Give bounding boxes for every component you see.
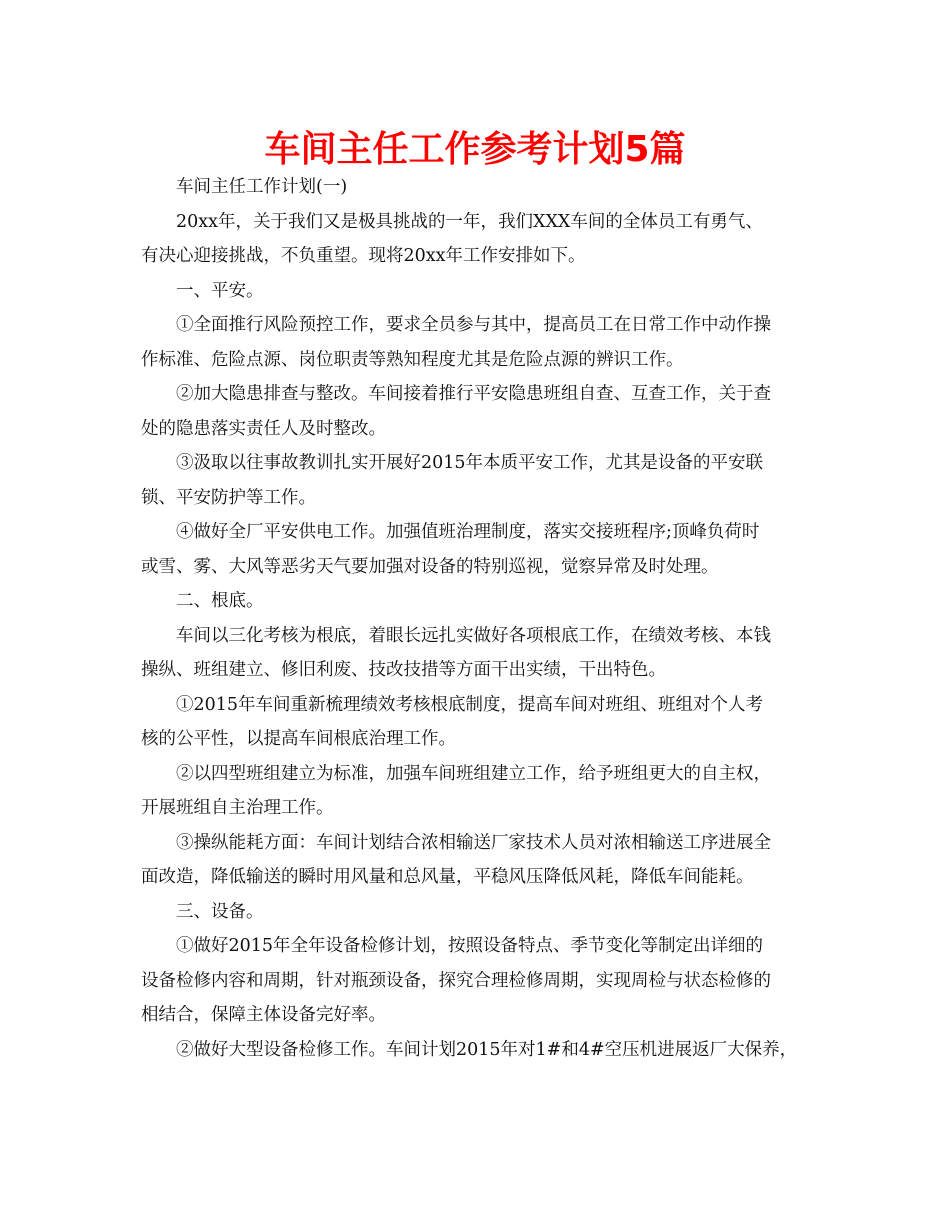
paragraph-line: ④做好全厂平安供电工作。加强值班治理制度，落实交接班程序;顶峰负荷时: [176, 522, 760, 542]
paragraph-line: 操纵、班组建立、修旧利废、技改技措等方面干出实绩，干出特色。: [141, 660, 666, 680]
paragraph-line: 20xx年，关于我们又是极具挑战的一年，我们XXX车间的全体员工有勇气、: [176, 211, 763, 232]
paragraph-line: ①全面推行风险预控工作，要求全员参与其中，提高员工在日常工作中动作操: [176, 315, 771, 335]
paragraph-line: ①做好2015年全年设备检修计划，按照设备特点、季节变化等制定出详细的: [176, 936, 764, 956]
paragraph-line: 作标准、危险点源、岗位职责等熟知程度尤其是危险点源的辨识工作。: [141, 349, 684, 370]
paragraph-line: ②做好大型设备检修工作。车间计划2015年对1#和4#空压机进展返厂大保养，: [176, 1039, 798, 1060]
paragraph: [141, 170, 813, 205]
paragraph-line: 设备检修内容和周期，针对瓶颈设备，探究合理检修周期，实现周检与状态检修的: [141, 970, 771, 991]
paragraph-line: 一、平安。: [176, 280, 264, 301]
paragraph-line: ②加大隐患排查与整改。车间接着推行平安隐患班组自查、互查工作，关于查: [176, 384, 771, 404]
paragraph: [141, 1033, 813, 1068]
paragraph: [141, 757, 813, 826]
paragraph-line: 有决心迎接挑战，不负重望。现将20xx年工作安排如下。: [141, 246, 586, 266]
paragraph: [141, 688, 813, 757]
paragraph: [141, 377, 813, 446]
paragraph: [141, 205, 813, 274]
paragraph-line: 二、根底。: [176, 591, 264, 611]
paragraph-line: 或雪、雾、大风等恶劣天气要加强对设备的特别巡视，觉察异常及时处理。: [141, 556, 719, 577]
paragraph-line: 核的公平性，以提高车间根底治理工作。: [141, 729, 456, 749]
paragraph-line: 面改造，降低输送的瞬时用风量和总风量，平稳风压降低风耗，降低车间能耗。: [141, 867, 754, 887]
paragraph-line: 车间以三化考核为根底，着眼长远扎实做好各项根底工作，在绩效考核、本钱: [176, 625, 771, 646]
paragraph: [141, 308, 813, 377]
paragraph-line: ③汲取以往事故教训扎实开展好2015年本质平安工作，尤其是设备的平安联: [176, 453, 764, 473]
paragraph: [141, 619, 813, 688]
paragraph: [141, 446, 813, 515]
paragraph: [141, 584, 813, 619]
paragraph-line: ①2015年车间重新梳理绩效考核根底制度，提高车间对班组、班组对个人考: [176, 694, 764, 715]
paragraph-line: 三、设备。: [176, 901, 264, 922]
paragraph: [141, 274, 813, 309]
paragraph-line: ②以四型班组建立为标准，加强车间班组建立工作，给予班组更大的自主权，: [176, 763, 771, 784]
paragraph-line: 开展班组自主治理工作。: [141, 798, 334, 818]
paragraph-line: 处的隐患落实责任人及时整改。: [141, 418, 386, 439]
document-title: 车间主任工作参考计划5篇: [264, 129, 686, 170]
paragraph: [141, 929, 813, 1033]
document-body: [141, 170, 813, 1067]
paragraph: [141, 515, 813, 584]
paragraph: [141, 895, 813, 930]
paragraph: [141, 826, 813, 895]
paragraph-line: ③操纵能耗方面：车间计划结合浓相输送厂家技术人员对浓相输送工序进展全: [176, 832, 771, 853]
paragraph-line: 车间主任工作计划(一): [176, 177, 348, 197]
paragraph-line: 锁、平安防护等工作。: [141, 487, 316, 508]
paragraph-line: 相结合，保障主体设备完好率。: [141, 1005, 386, 1025]
